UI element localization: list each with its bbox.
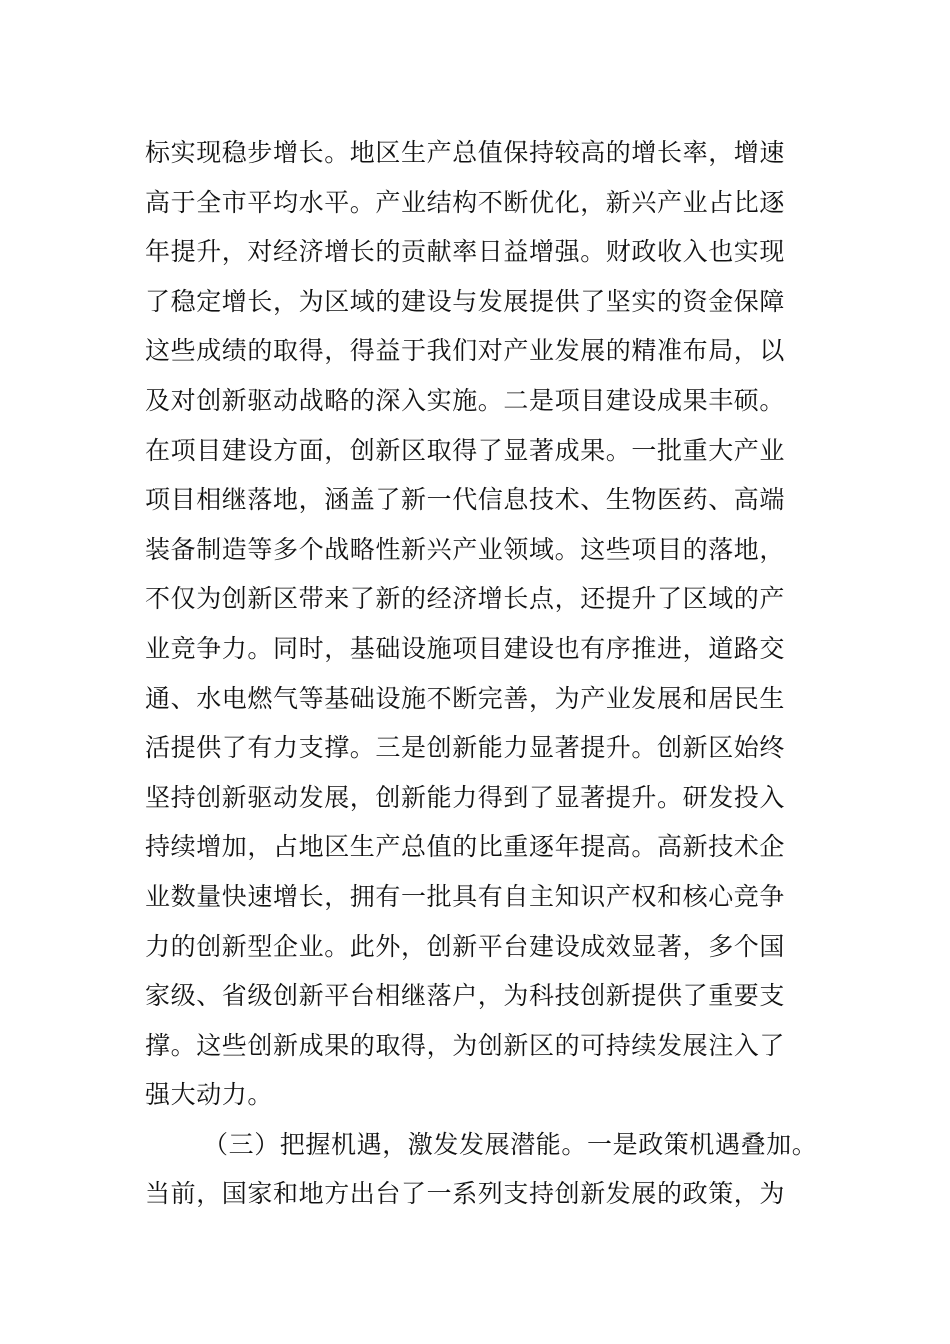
text-line: 撑。这些创新成果的取得，为创新区的可持续发展注入了 (145, 1030, 786, 1060)
text-line: 年提升，对经济增长的贡献率日益增强。财政收入也实现 (145, 237, 786, 267)
section-heading-line: （三）把握机遇，激发发展潜能。一是政策机遇叠加。 (203, 1129, 818, 1159)
text-line: 了稳定增长，为区域的建设与发展提供了坚实的资金保障 (145, 286, 786, 316)
text-line: 力的创新型企业。此外，创新平台建设成效显著，多个国 (145, 931, 786, 961)
body-text (145, 128, 825, 1219)
text-line: 项目相继落地，涵盖了新一代信息技术、生物医药、高端 (145, 485, 786, 515)
text-line: 不仅为创新区带来了新的经济增长点，还提升了区域的产 (145, 584, 786, 614)
text-line: 业数量快速增长，拥有一批具有自主知识产权和核心竞争 (145, 881, 786, 911)
text-line: 当前，国家和地方出台了一系列支持创新发展的政策，为 (145, 1179, 786, 1209)
text-line: 通、水电燃气等基础设施不断完善，为产业发展和居民生 (145, 683, 786, 713)
text-line: 装备制造等多个战略性新兴产业领域。这些项目的落地， (145, 534, 786, 564)
text-line: 这些成绩的取得，得益于我们对产业发展的精准布局，以 (145, 336, 786, 366)
text-line: 坚持创新驱动发展，创新能力得到了显著提升。研发投入 (145, 782, 786, 812)
text-line: 业竞争力。同时，基础设施项目建设也有序推进，道路交 (145, 633, 786, 663)
text-line: 强大动力。 (145, 1080, 274, 1110)
text-line: 活提供了有力支撑。三是创新能力显著提升。创新区始终 (145, 733, 786, 763)
text-line: 持续增加，占地区生产总值的比重逐年提高。高新技术企 (145, 832, 786, 862)
text-line: 及对创新驱动战略的深入实施。二是项目建设成果丰硕。 (145, 385, 786, 415)
text-line: 标实现稳步增长。地区生产总值保持较高的增长率，增速 (145, 138, 786, 167)
text-line: 在项目建设方面，创新区取得了显著成果。一批重大产业 (145, 435, 786, 465)
text-line: 高于全市平均水平。产业结构不断优化，新兴产业占比逐 (145, 187, 786, 217)
text-line: 家级、省级创新平台相继落户，为科技创新提供了重要支 (145, 981, 786, 1011)
